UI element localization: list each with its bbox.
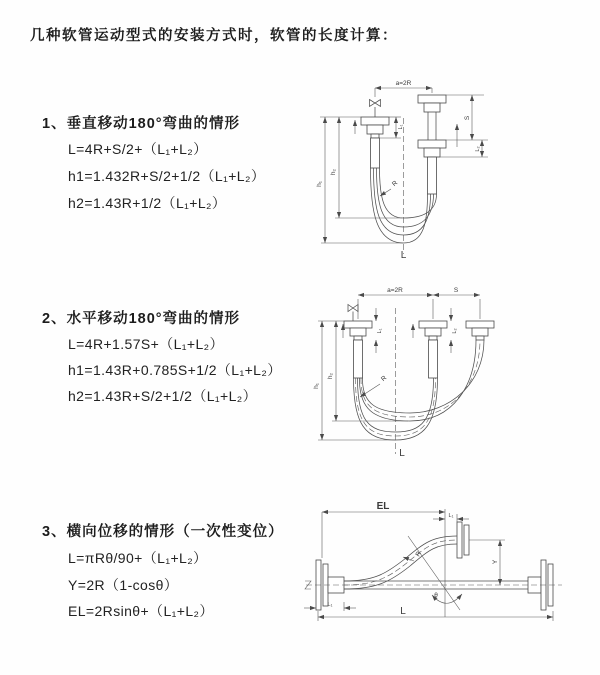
braided-hose-section (428, 157, 437, 194)
radius-leader (403, 550, 423, 561)
valve-icon (370, 100, 381, 118)
dim-l1-top (433, 513, 469, 522)
right-fitting (418, 95, 446, 194)
braided-hose-section (429, 340, 438, 378)
dim-label-y: Y (492, 559, 499, 565)
braided-hose-section (371, 138, 380, 168)
diagram-horizontal-180-bend (310, 278, 540, 463)
radius-label: R (414, 550, 423, 559)
dim-h1-h2 (316, 117, 403, 243)
formula-length: L=4R+1.57S+（L₁+L₂） (68, 336, 224, 352)
dim-l2 (451, 308, 458, 353)
left-fitting (361, 117, 389, 168)
braided-hose-section (354, 340, 363, 378)
length-label: L (399, 448, 405, 459)
dim-label-el: EL (376, 501, 390, 512)
dim-label-l1: L₁ (327, 602, 333, 608)
dim-label-l2: L₂ (452, 328, 458, 334)
left-fitting (344, 321, 372, 378)
radius-leader (360, 374, 388, 397)
right-fitting-moved (466, 321, 494, 340)
diagram-lateral-displacement (300, 498, 595, 648)
angle-label: θ (434, 592, 438, 599)
dim-label-h1: h₁ (313, 383, 320, 389)
dim-label-l1: L₁ (448, 513, 454, 519)
dim-label-a2r: a=2R (395, 80, 412, 87)
section-3-heading: 3、横向位移的情形（一次性变位） (42, 524, 284, 540)
dim-a2r (375, 80, 432, 97)
formula-length: L=4R+S/2+（L₁+L₂） (68, 141, 208, 157)
formula-length: L=πRθ/90+（L₁+L₂） (68, 550, 208, 566)
radius-label: R (379, 374, 389, 384)
length-label: L (400, 606, 406, 617)
dim-label-l2: L₂ (475, 146, 481, 152)
page-title: 几种软管运动型式的安装方式时，软管的长度计算： (30, 28, 398, 44)
formula-h1: h1=1.43R+0.785S+1/2（L₁+L₂） (68, 362, 282, 378)
hose-u-curves (354, 340, 485, 440)
formula-h1: h1=1.432R+S/2+1/2（L₁+L₂） (68, 168, 266, 184)
dim-l1 (376, 308, 383, 353)
dim-label-h2: h₂ (330, 168, 337, 176)
formula-el: EL=2Rsinθ+（L₁+L₂） (68, 603, 214, 619)
dim-label-h1: h₁ (316, 181, 323, 187)
radius-label: R (390, 179, 400, 189)
dim-el (322, 501, 445, 617)
section-2-heading: 2、水平移动180°弯曲的情形 (42, 311, 241, 327)
dim-l1-bottom (304, 602, 356, 611)
dim-label-a2r: a=2R (387, 287, 403, 294)
valve-icon (348, 305, 358, 322)
diagram-vertical-180-bend (312, 72, 522, 262)
section-1-heading: 1、垂直移动180°弯曲的情形 (42, 116, 241, 132)
dim-label-l1: L₁ (377, 328, 383, 334)
dim-label-l1: L₁ (398, 124, 404, 130)
radius-leader (380, 179, 399, 196)
middle-fitting (419, 321, 447, 378)
dim-label-h2: h₂ (327, 372, 334, 380)
formula-h2: h2=1.43R+1/2（L₁+L₂） (68, 195, 227, 211)
formula-h2: h2=1.43R+S/2+1/2（L₁+L₂） (68, 388, 258, 404)
formula-y: Y=2R（1-cosθ） (68, 577, 179, 593)
top-right-flange (457, 522, 505, 558)
dim-label-s: S (464, 115, 471, 121)
dim-label-s: S (453, 287, 459, 294)
length-label: L (400, 250, 407, 261)
dim-y (492, 540, 500, 585)
angle-construction (408, 536, 462, 610)
